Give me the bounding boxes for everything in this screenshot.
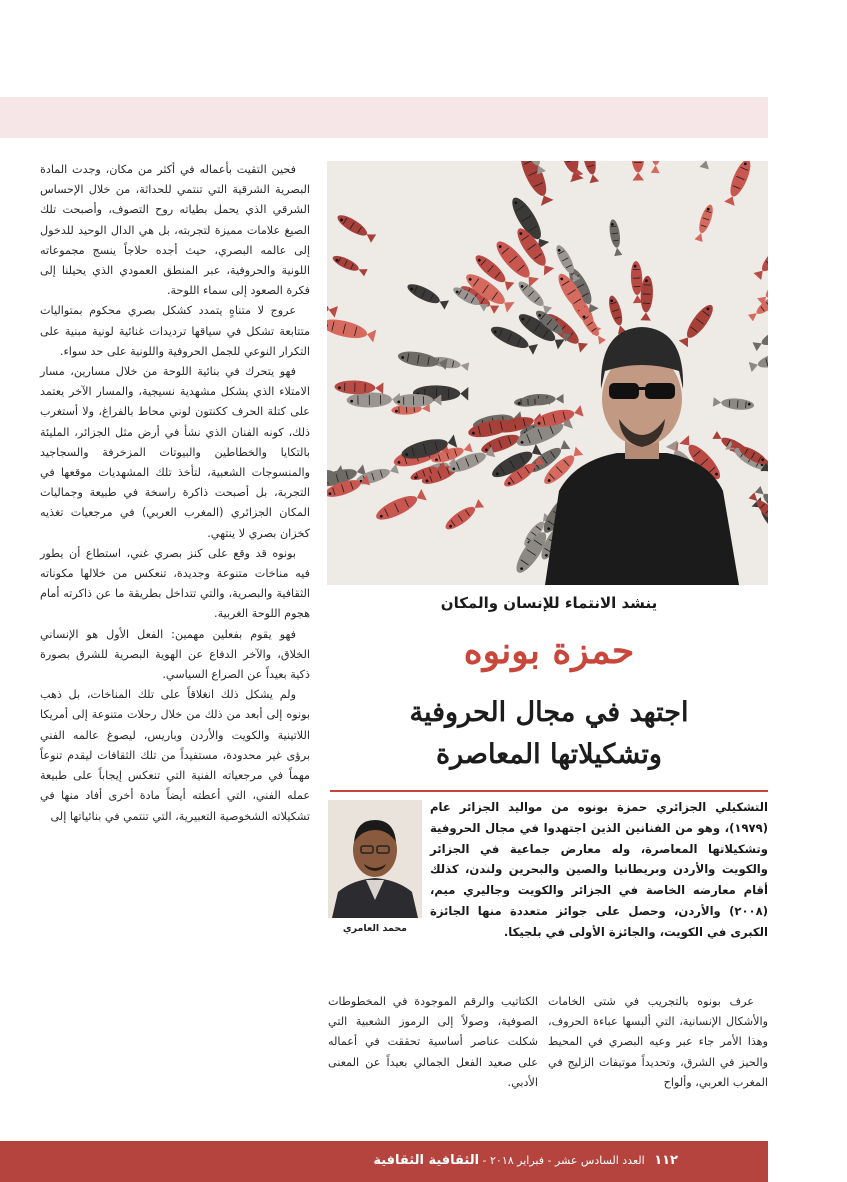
fish-artwork-illustration <box>327 161 768 585</box>
article-headline <box>330 692 768 776</box>
author-avatar <box>328 800 422 918</box>
headline-line: اجتهد في مجال الحروفية <box>409 697 689 728</box>
paragraph: الكتاتيب والرقم الموجودة في المخطوطات الصوفية، وصولاً إلى الرموز الشعبية التي شكلت عناصر أساسية تحققت في أعماله على صعيد الفعل الجمالي بعيداً عن المعنى الأدبي. <box>328 995 538 1089</box>
footer-text <box>373 1153 678 1168</box>
article-subtitle: ينشد الانتماء للإنسان والمكان <box>440 594 658 612</box>
article-intro: التشكيلي الجزائري حمزة بونوه من مواليد الجزائر عام (١٩٧٩)، وهو من الفنانين الذين اجتهدوا في مجال الحروفية وتشكيلاتها المعاصرة، وله معارض جماعية في الجزائر والكويت والأردن وبريطانيا والصين والبحرين ولندن، كذلك أقام معارضه الخاصة في الجزائر والكويت وجاليري ميم، (٢٠٠٨) والأردن، وحصل على جوائز متعددة منها الجائزة الكبرى في الكويت، والجائزة الأولى في بلجيكا. <box>430 800 768 939</box>
paragraph: عروج لا متناهٍ يتمدد كشكل بصري محكوم بمتواليات متتابعة تشكل في سياقها ترديدات غنائية لونية مبنية على التكرار النوعي للجمل الحروفية واللونية على حد سواء. <box>40 304 310 358</box>
artist-artwork-photo <box>327 161 768 585</box>
paragraph: فهو يقوم بفعلين مهمين: الفعل الأول هو الإنساني الخلاق، والآخر الدفاع عن الهوية البصرية للشرق بصورة ذكية بعيداً عن الصراع السياسي. <box>40 627 310 682</box>
top-header-band <box>0 97 768 138</box>
bottom-right-column <box>548 992 768 1093</box>
paragraph: ولم يشكل ذلك انغلاقاً على تلك المناخات، بل ذهب بونوه إلى أبعد من ذلك من خلال رحلات متنوعة إلى أمريكا اللاتينية والكويت والأردن وباريس، ليصوغ عالمه الفني برؤى غير محدودة، مستفيداً من تلك الثقافات ليقدم تنوعاً مهماً في مرجعياته الفنية التي تنعكس إيجاباً على طبيعة عمله الفني، التي أعطته أيضاً مادة أخرى أفاد منها في تشكيلاته الشخوصية التعبيرية، التي تنتمي في بنائياتها إلى <box>40 688 310 823</box>
page-footer <box>0 1141 768 1182</box>
author-name-caption: محمد العامري <box>328 918 422 940</box>
author-portrait <box>328 800 422 940</box>
divider <box>330 790 768 792</box>
issue-info: العدد السادس عشر - فبراير ٢٠١٨ - <box>482 1154 645 1167</box>
left-text-column <box>40 160 310 827</box>
paragraph: عرف بونوه بالتجريب في شتى الخامات والأشكال الإنسانية، التي ألبسها عباءة الحروف، وهذا الأمر جاء عبر وعيه البصري في المحيط والحيز في الشرق، وتحديداً موتيفات الزليج في المغرب العربي، وألواح <box>548 995 768 1089</box>
paragraph: بونوه قد وقع على كنز بصري غني، استطاع أن يطور فيه مناخات متنوعة وجديدة، تنعكس من خلالها مكوناته الثقافية والبصرية، والتي تتداخل بطريقة ما عن ذاكرته أمام هجوم اللوحة الغربية. <box>40 546 310 621</box>
paragraph: فحين التقيت بأعماله في أكثر من مكان، وجدت المادة البصرية الشرقية التي تنتمي للحداثة، من خلال الإحساس الشرقي الذي يحمل بطياته روح التصوف، وأصبحت تلك الصيغ علامات مميزة لتجربته، بل هي الدال الوحيد للدخول إلى عالمه البصري، حيث أجده حلاجاً ينسج مجموعاته اللونية والحروفية، عبر المنطق العمودي الذي يحيلنا إلى فكرة الصعود إلى سماء اللوحة. <box>40 163 310 298</box>
headline-line: وتشكيلاتها المعاصرة <box>436 739 662 770</box>
paragraph: فهو يتحرك في بنائية اللوحة من خلال مسارين، مسار الامتلاء الذي يشكل مشهدية نسيجية، والمسار الآخر يعتمد على كتلة الحرف ككنتون لوني محاط بالفراغ، ولا أستغرب ذلك، كونه الفنان الذي نشأ في أرض مثل الجزائر، المليئة بالتكايا والخطاطين والبيوتات المزخرفة والسجاجيد والمنسوجات الشعبية، لتأخذ تلك المشهديات موقعها في التجربة، بل أصبحت ذاكرة راسخة في طبيعة وجماليات المكان الجزائري (المغرب العربي) في مرجعيات تغذيه كخزان بصري لا ينتهي. <box>40 365 310 540</box>
magazine-logo: الثقافية الثقافية <box>373 1153 480 1168</box>
bottom-middle-column <box>328 992 538 1093</box>
artist-name-title: حمزة بونوه <box>463 630 635 672</box>
page-number: ١١٢ <box>654 1153 678 1168</box>
